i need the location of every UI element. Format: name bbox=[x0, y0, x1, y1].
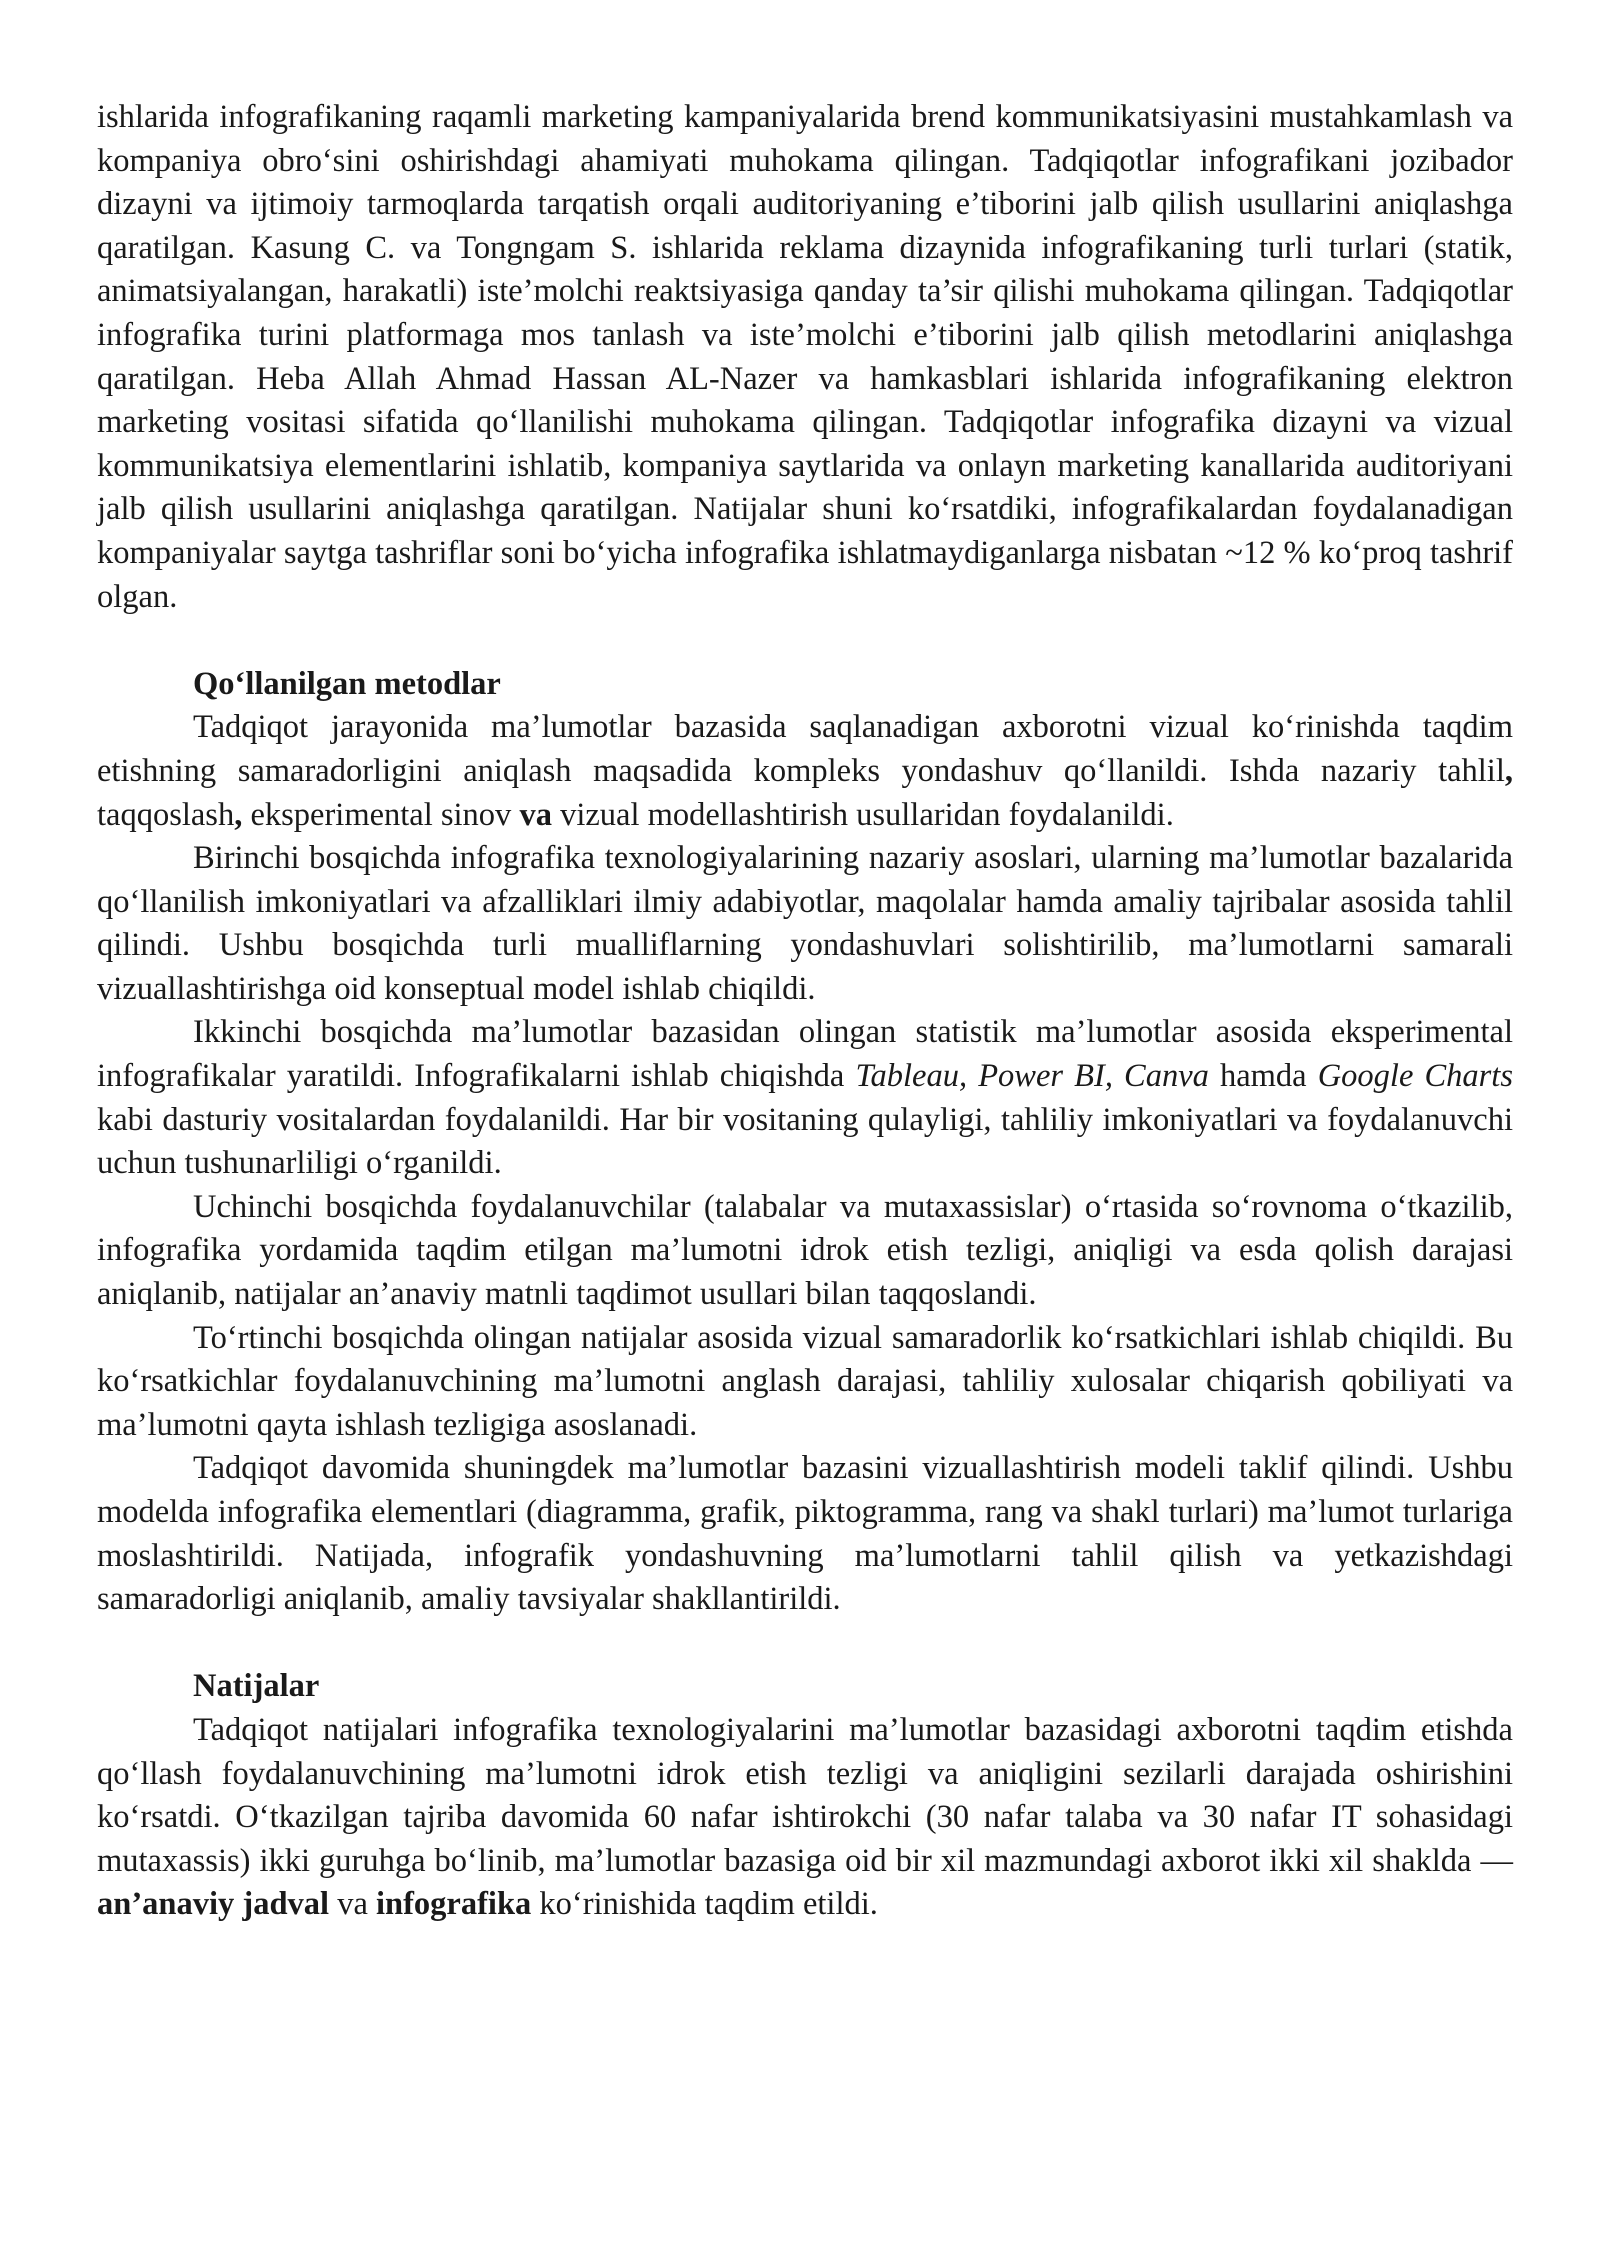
methods-heading: Qo‘llanilgan metodlar bbox=[193, 665, 501, 702]
methods-p3-text-b: hamda bbox=[1208, 1058, 1318, 1095]
methods-p1-text-a: Tadqiqot jarayonida ma’lumotlar bazasida saqlanadigan axborotni vizual ko‘rinishda taqdim etishning samaradorligini aniqlash maqsadida kompleks yondashuv qo‘llanildi. Ishda nazariy tahlil bbox=[97, 709, 1513, 789]
methods-paragraph-5: To‘rtinchi bosqichda olingan natijalar asosida vizual samaradorlik ko‘rsatkichlari ishlab chiqildi. Bu ko‘rsatkichlar foydalanuvchining ma’lumotni anglash darajasi, tahliliy xulosalar chiqarish qobiliyati va ma’lumotni qayta ishlash tezligiga asoslanadi. bbox=[97, 1319, 1513, 1443]
methods-paragraph-6: Tadqiqot davomida shuningdek ma’lumotlar bazasini vizuallashtirish modeli taklif qilindi. Ushbu modelda infografika elementlari (diagramma, grafik, piktogramma, rang va shakl turlari) ma’lumot turlariga moslashtirildi. Natijada, infografik yondashuvning ma’lumotlarni tahlil qilish va yetkazishdagi samaradorligi aniqlanib, amaliy tavsiyalar shakllantirildi. bbox=[97, 1450, 1513, 1618]
methods-p3-tools-italic: Tableau, Power BI, Canva bbox=[855, 1058, 1209, 1095]
intro-paragraph: ishlarida infografikaning raqamli marketing kampaniyalarida brend kommunikatsiyasini mustahkamlash va kompaniya obro‘sini oshirishdagi ahamiyati muhokama qilingan. Tadqiqotlar infografikani jozibador dizayni va ijtimoiy tarmoqlarda tarqatish orqali auditoriyaning e’tiborini jalb qilish usullarini aniqlashga qaratilgan. Kasung C. va Tongngam S. ishlarida reklama dizaynida infografikaning turli turlari (statik, animatsiyalangan, harakatli) iste’molchi reaktsiyasiga qanday ta’sir qilishi muhokama qilingan. Tadqiqotlar infografika turini platformaga mos tanlash va iste’molchi e’tiborini jalb qilish metodlarini aniqlashga qaratilgan. Heba Allah Ahmad Hassan AL-Nazer va hamkasblari ishlarida infografikaning elektron marketing vositasi sifatida qo‘llanilishi muhokama qilingan. Tadqiqotlar infografika dizayni va vizual kommunikatsiya elementlarini ishlatib, kompaniya saytlarida va onlayn marketing kanallarida auditoriyani jalb qilish usullarini aniqlashga qaratilgan. Natijalar shuni ko‘rsatdiki, infografikalardan foydalanadigan kompaniyalar saytga tashriflar soni bo‘yicha infografika ishlatmaydiganlarga nisbatan ~12 % ko‘proq tashrif olgan. bbox=[97, 99, 1513, 615]
methods-paragraph-2: Birinchi bosqichda infografika texnologiyalarining nazariy asoslari, ularning ma’lumotlar bazalarida qo‘llanilish imkoniyatlari va afzalliklari ilmiy adabiyotlar, maqolalar hamda amaliy tajribalar asosida tahlil qilindi. Ushbu bosqichda turli mualliflarning yondashuvlari solishtirilib, ma’lumotlarni samarali vizuallashtirishga oid konseptual model ishlab chiqildi. bbox=[97, 840, 1513, 1007]
methods-paragraph-4: Uchinchi bosqichda foydalanuvchilar (talabalar va mutaxassislar) o‘rtasida so‘rovnoma o‘tkazilib, infografika yordamida taqdim etilgan ma’lumotni idrok etish tezligi, aniqligi va esda qolish darajasi aniqlanib, natijalar an’anaviy matnli taqdimot usullari bilan taqqoslandi. bbox=[97, 1188, 1513, 1313]
methods-p3-google-charts-italic: Google Charts bbox=[1317, 1058, 1513, 1095]
methods-p1-bold-va: va bbox=[519, 796, 552, 833]
methods-p3-text-a: Ikkinchi bosqichda ma’lumotlar bazasidan olingan statistik ma’lumotlar asosida eksperimental infografikalar yaratildi. Infografikalarni ishlab chiqishda bbox=[97, 1014, 1513, 1095]
document-page bbox=[97, 96, 1513, 1927]
results-p1-bold-table: an’anaviy jadval bbox=[97, 1886, 330, 1923]
results-p1-text-c: ko‘rinishida taqdim etildi. bbox=[531, 1886, 878, 1923]
methods-paragraph-3 bbox=[97, 1011, 1513, 1185]
results-p1-text-a: Tadqiqot natijalari infografika texnologiyalarini ma’lumotlar bazasidagi axborotni taqdim etishda qo‘llash foydalanuvchining ma’lumotni idrok etish tezligi va aniqligini sezilarli darajada oshirishini ko‘rsatdi. O‘tkazilgan tajriba davomida 60 nafar ishtirokchi (30 nafar talaba va 30 nafar IT sohasidagi mutaxassis) ikki guruhga bo‘linib, ma’lumotlar bazasiga oid bir xil mazmundagi axborot ikki xil shaklda — bbox=[97, 1711, 1513, 1879]
results-p1-text-b: va bbox=[329, 1886, 376, 1923]
results-p1-bold-infographic: infografika bbox=[376, 1886, 532, 1923]
section-gap bbox=[97, 1622, 1513, 1666]
section-gap bbox=[97, 619, 1513, 663]
results-heading: Natijalar bbox=[193, 1668, 320, 1705]
methods-p1-comma-1: , bbox=[1504, 752, 1513, 789]
methods-p1-comma-2: , bbox=[234, 796, 243, 833]
methods-paragraph-1 bbox=[97, 706, 1513, 837]
methods-p1-text-b: taqqoslash bbox=[97, 796, 235, 833]
methods-p1-text-d: vizual modellashtirish usullaridan foydalanildi. bbox=[551, 796, 1174, 833]
methods-p3-text-c: kabi dasturiy vositalardan foydalanildi. Har bir vositaning qulayligi, tahliliy imkoniyatlari va foydalanuvchi uchun tushunarliligi o‘rganildi. bbox=[97, 1101, 1513, 1182]
results-paragraph-1 bbox=[97, 1709, 1513, 1927]
methods-p1-text-c: eksperimental sinov bbox=[242, 796, 520, 833]
